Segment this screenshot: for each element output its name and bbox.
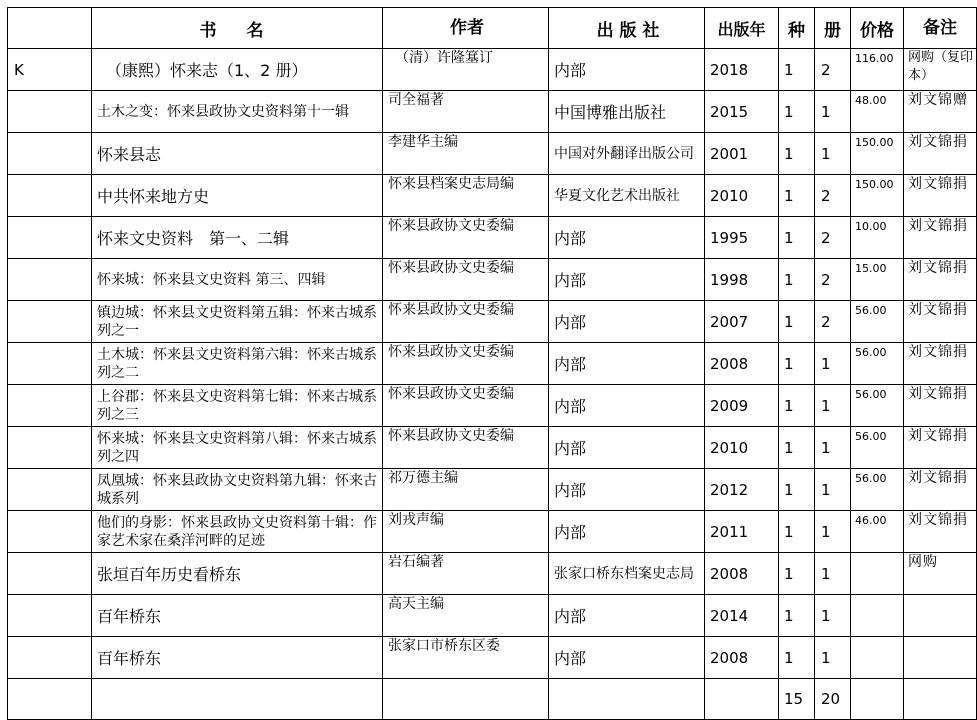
cell-volumes: 2 xyxy=(815,217,851,259)
cell-price: 46.00 xyxy=(851,511,904,553)
cell-kinds: 1 xyxy=(779,133,815,175)
cell-classno xyxy=(8,637,92,679)
cell-year: 1995 xyxy=(705,217,779,259)
cell-volumes: 2 xyxy=(815,49,851,91)
cell-publisher: 内部 xyxy=(549,427,705,469)
cell-volumes: 1 xyxy=(815,343,851,385)
cell-author: 岩石编著 xyxy=(383,553,549,595)
cell-price: 56.00 xyxy=(851,385,904,427)
cell-volumes: 1 xyxy=(815,637,851,679)
book-list-table xyxy=(7,7,977,720)
table-row xyxy=(8,469,977,511)
cell-price: 15.00 xyxy=(851,259,904,301)
table-row xyxy=(8,91,977,133)
cell-publisher: 内部 xyxy=(549,511,705,553)
cell-title: （康熙）怀来志（1、2 册） xyxy=(92,49,383,91)
table-row xyxy=(8,175,977,217)
cell-author: 怀来县政协文史委编 xyxy=(383,217,549,259)
cell-year: 2010 xyxy=(705,175,779,217)
cell-title: 怀来城：怀来县文史资料 第三、四辑 xyxy=(92,259,383,301)
table-row xyxy=(8,553,977,595)
cell-kinds: 1 xyxy=(779,553,815,595)
cell-note: 网购 xyxy=(904,553,977,595)
cell-author: 高天主编 xyxy=(383,595,549,637)
cell-author: 怀来县档案史志局编 xyxy=(383,175,549,217)
cell-kinds: 1 xyxy=(779,385,815,427)
cell-kinds: 1 xyxy=(779,91,815,133)
cell-kinds: 1 xyxy=(779,511,815,553)
cell-note: 刘文锦捐 xyxy=(904,133,977,175)
table-row xyxy=(8,217,977,259)
table-row xyxy=(8,385,977,427)
cell-note: 刘文锦捐 xyxy=(904,385,977,427)
cell-note: 刘文锦捐 xyxy=(904,301,977,343)
cell-title: 镇边城：怀来县文史资料第五辑：怀来古城系列之一 xyxy=(92,301,383,343)
totals-cell-empty xyxy=(851,679,904,720)
cell-author: 祁万德主编 xyxy=(383,469,549,511)
cell-title: 怀来县志 xyxy=(92,133,383,175)
cell-price: 10.00 xyxy=(851,217,904,259)
cell-classno xyxy=(8,301,92,343)
totals-cell-empty xyxy=(705,679,779,720)
cell-year: 2015 xyxy=(705,91,779,133)
cell-note: 网购（复印本） xyxy=(904,49,977,91)
cell-price: 150.00 xyxy=(851,133,904,175)
cell-publisher: 内部 xyxy=(549,637,705,679)
cell-kinds: 1 xyxy=(779,217,815,259)
cell-publisher: 中国博雅出版社 xyxy=(549,91,705,133)
header-year: 出版年 xyxy=(705,8,779,49)
cell-volumes: 2 xyxy=(815,175,851,217)
total-kinds: 15 xyxy=(779,679,815,720)
cell-volumes: 1 xyxy=(815,427,851,469)
cell-note: 刘文锦捐 xyxy=(904,469,977,511)
cell-kinds: 1 xyxy=(779,637,815,679)
cell-price: 116.00 xyxy=(851,49,904,91)
cell-author: 刘戎声编 xyxy=(383,511,549,553)
cell-kinds: 1 xyxy=(779,49,815,91)
cell-year: 2009 xyxy=(705,385,779,427)
cell-year: 2008 xyxy=(705,343,779,385)
cell-price: 56.00 xyxy=(851,427,904,469)
cell-note: 刘文锦捐 xyxy=(904,427,977,469)
cell-note xyxy=(904,637,977,679)
cell-classno xyxy=(8,91,92,133)
cell-note: 刘文锦捐 xyxy=(904,217,977,259)
cell-year: 2008 xyxy=(705,637,779,679)
table-row xyxy=(8,595,977,637)
cell-title: 张垣百年历史看桥东 xyxy=(92,553,383,595)
cell-note: 刘文锦捐 xyxy=(904,511,977,553)
totals-cell-empty xyxy=(383,679,549,720)
cell-title: 土木城：怀来县文史资料第六辑：怀来古城系列之二 xyxy=(92,343,383,385)
cell-price: 48.00 xyxy=(851,91,904,133)
totals-cell-empty xyxy=(92,679,383,720)
cell-publisher: 内部 xyxy=(549,301,705,343)
cell-title: 土木之变：怀来县政协文史资料第十一辑 xyxy=(92,91,383,133)
cell-title: 他们的身影：怀来县政协文史资料第十辑：作家艺术家在桑洋河畔的足迹 xyxy=(92,511,383,553)
cell-year: 2011 xyxy=(705,511,779,553)
cell-note: 刘文锦捐 xyxy=(904,343,977,385)
cell-price: 56.00 xyxy=(851,343,904,385)
cell-kinds: 1 xyxy=(779,469,815,511)
cell-year: 2012 xyxy=(705,469,779,511)
cell-classno xyxy=(8,217,92,259)
cell-volumes: 1 xyxy=(815,511,851,553)
cell-publisher: 内部 xyxy=(549,469,705,511)
cell-classno xyxy=(8,553,92,595)
header-title xyxy=(92,8,383,49)
cell-year: 1998 xyxy=(705,259,779,301)
totals-cell-empty xyxy=(904,679,977,720)
cell-publisher: 张家口桥东档案史志局 xyxy=(549,553,705,595)
cell-publisher: 华夏文化艺术出版社 xyxy=(549,175,705,217)
cell-kinds: 1 xyxy=(779,427,815,469)
header-author: 作者 xyxy=(383,8,549,49)
header-title-text: 书 名 xyxy=(199,20,276,41)
cell-publisher: 中国对外翻译出版公司 xyxy=(549,133,705,175)
cell-publisher: 内部 xyxy=(549,217,705,259)
cell-price xyxy=(851,637,904,679)
cell-note xyxy=(904,595,977,637)
cell-kinds: 1 xyxy=(779,175,815,217)
cell-year: 2007 xyxy=(705,301,779,343)
table-row xyxy=(8,259,977,301)
cell-year: 2018 xyxy=(705,49,779,91)
cell-classno: K xyxy=(8,49,92,91)
table-row xyxy=(8,343,977,385)
cell-classno xyxy=(8,511,92,553)
header-price: 价格 xyxy=(851,8,904,49)
cell-kinds: 1 xyxy=(779,301,815,343)
header-kinds: 种 xyxy=(779,8,815,49)
cell-title: 凤凰城：怀来县政协文史资料第九辑：怀来古城系列 xyxy=(92,469,383,511)
cell-price: 56.00 xyxy=(851,301,904,343)
totals-row xyxy=(8,679,977,720)
cell-volumes: 1 xyxy=(815,553,851,595)
header-publisher: 出 版 社 xyxy=(549,8,705,49)
table-row xyxy=(8,49,977,91)
cell-price: 150.00 xyxy=(851,175,904,217)
cell-classno xyxy=(8,133,92,175)
cell-volumes: 2 xyxy=(815,301,851,343)
cell-publisher: 内部 xyxy=(549,49,705,91)
table-row xyxy=(8,511,977,553)
cell-title: 中共怀来地方史 xyxy=(92,175,383,217)
cell-note: 刘文锦捐 xyxy=(904,259,977,301)
cell-classno xyxy=(8,469,92,511)
cell-author: 怀来县政协文史委编 xyxy=(383,427,549,469)
cell-author: 李建华主编 xyxy=(383,133,549,175)
cell-classno xyxy=(8,175,92,217)
cell-title: 上谷郡：怀来县文史资料第七辑：怀来古城系列之三 xyxy=(92,385,383,427)
header-note: 备注 xyxy=(904,8,977,49)
cell-classno xyxy=(8,385,92,427)
table-row xyxy=(8,427,977,469)
cell-publisher: 内部 xyxy=(549,595,705,637)
cell-year: 2001 xyxy=(705,133,779,175)
cell-title: 怀来文史资料 第一、二辑 xyxy=(92,217,383,259)
header-classno xyxy=(8,8,92,49)
cell-author: 张家口市桥东区委 xyxy=(383,637,549,679)
cell-author: 怀来县政协文史委编 xyxy=(383,259,549,301)
cell-year: 2014 xyxy=(705,595,779,637)
cell-price xyxy=(851,553,904,595)
cell-volumes: 2 xyxy=(815,259,851,301)
cell-year: 2008 xyxy=(705,553,779,595)
cell-title: 百年桥东 xyxy=(92,637,383,679)
cell-author: （清）许隆簊订 xyxy=(383,49,549,91)
cell-author: 怀来县政协文史委编 xyxy=(383,343,549,385)
cell-kinds: 1 xyxy=(779,259,815,301)
cell-author: 怀来县政协文史委编 xyxy=(383,301,549,343)
cell-publisher: 内部 xyxy=(549,259,705,301)
cell-classno xyxy=(8,595,92,637)
cell-volumes: 1 xyxy=(815,385,851,427)
cell-price xyxy=(851,595,904,637)
cell-publisher: 内部 xyxy=(549,385,705,427)
cell-volumes: 1 xyxy=(815,91,851,133)
cell-title: 怀来城：怀来县文史资料第八辑：怀来古城系列之四 xyxy=(92,427,383,469)
totals-cell-empty xyxy=(8,679,92,720)
cell-note: 刘文锦捐 xyxy=(904,175,977,217)
cell-note: 刘文锦赠 xyxy=(904,91,977,133)
header-row xyxy=(8,8,977,49)
cell-kinds: 1 xyxy=(779,343,815,385)
total-volumes: 20 xyxy=(815,679,851,720)
table-row xyxy=(8,301,977,343)
cell-volumes: 1 xyxy=(815,595,851,637)
cell-volumes: 1 xyxy=(815,133,851,175)
cell-classno xyxy=(8,259,92,301)
cell-author: 司全福著 xyxy=(383,91,549,133)
table-row xyxy=(8,133,977,175)
cell-title: 百年桥东 xyxy=(92,595,383,637)
cell-price: 56.00 xyxy=(851,469,904,511)
cell-classno xyxy=(8,427,92,469)
cell-volumes: 1 xyxy=(815,469,851,511)
cell-author: 怀来县政协文史委编 xyxy=(383,385,549,427)
cell-publisher: 内部 xyxy=(549,343,705,385)
cell-year: 2010 xyxy=(705,427,779,469)
table-row xyxy=(8,637,977,679)
header-volumes: 册 xyxy=(815,8,851,49)
cell-kinds: 1 xyxy=(779,595,815,637)
cell-classno xyxy=(8,343,92,385)
totals-cell-empty xyxy=(549,679,705,720)
